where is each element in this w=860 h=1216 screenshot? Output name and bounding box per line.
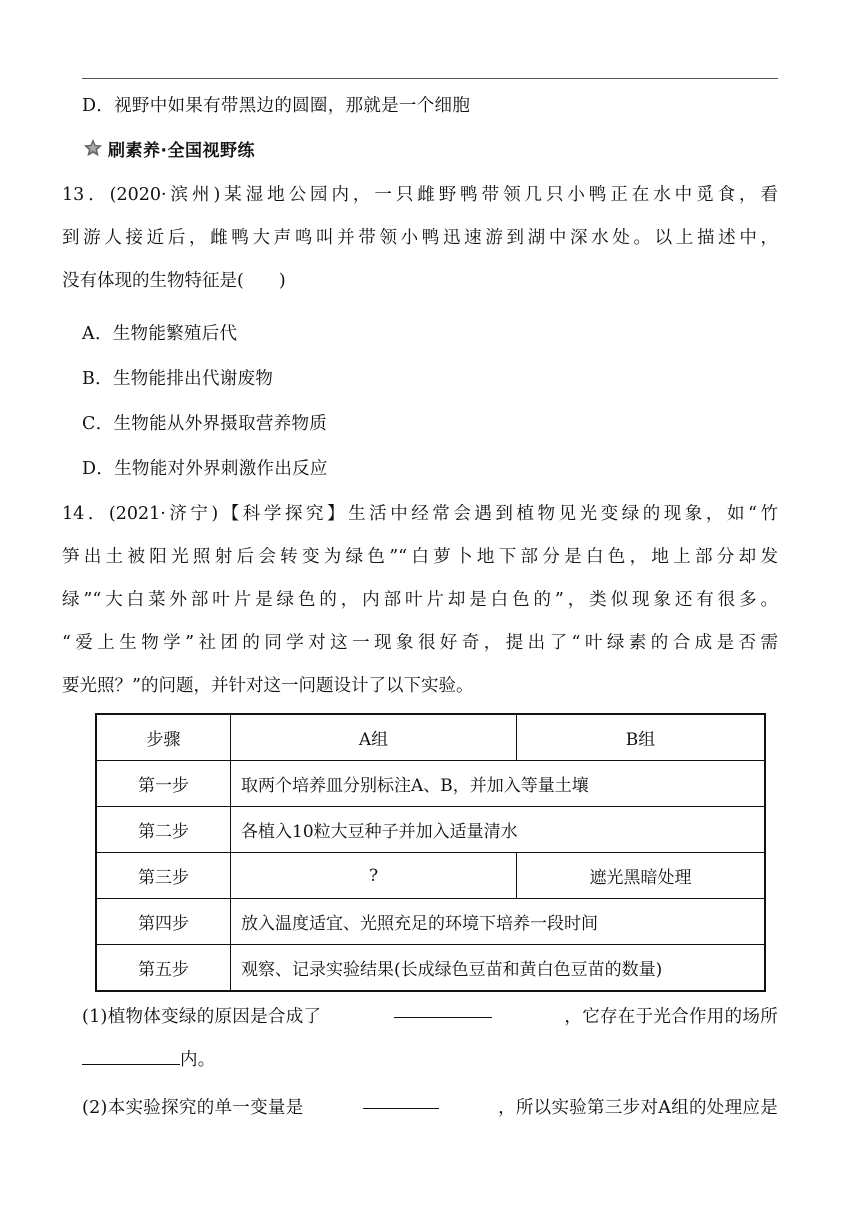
sub-question-1	[82, 1003, 778, 1028]
q14-line: 14．(2021·济宁)【科学探究】生活中经常会遇到植物见光变绿的现象，如“竹	[62, 504, 778, 524]
q13-line: 没有体现的生物特征是( )	[62, 271, 286, 291]
table-row	[96, 807, 765, 853]
step-cell: 第四步	[96, 899, 231, 945]
q13-line: 13．(2020·滨州)某湿地公园内，一只雌野鸭带领几只小鸭正在水中觅食，看	[62, 185, 778, 205]
table-row	[96, 945, 765, 992]
table-row	[96, 899, 765, 945]
answer-blank	[363, 1094, 439, 1109]
question-13	[62, 174, 778, 303]
q13-option-b: B．生物能排出代谢废物	[82, 369, 274, 389]
sub-question-2	[82, 1094, 778, 1119]
merged-cell: 放入温度适宜、光照充足的环境下培养一段时间	[231, 899, 766, 945]
prev-option-d: D．视野中如果有带黑边的圆圈，那就是一个细胞	[82, 96, 471, 116]
q14-line: 要光照？”的问题，并针对这一问题设计了以下实验。	[62, 676, 474, 696]
sub1-text: (1)植物体变绿的原因是合成了	[82, 1007, 322, 1027]
answer-blank	[82, 1050, 180, 1065]
group-b-cell: 遮光黑暗处理	[517, 853, 766, 899]
q14-line: 笋出土被阳光照射后会转变为绿色”“白萝卜地下部分是白色，地上部分却发	[62, 547, 778, 567]
sub-question-1-cont	[82, 1046, 216, 1071]
star-icon	[82, 137, 104, 159]
table-header-row	[96, 714, 765, 761]
sub1-text: 内。	[180, 1050, 216, 1070]
q14-line: 绿”“大白菜外部叶片是绿色的，内部叶片却是白色的”，类似现象还有很多。	[62, 590, 778, 610]
step-cell: 第二步	[96, 807, 231, 853]
merged-cell: 观察、记录实验结果(长成绿色豆苗和黄白色豆苗的数量)	[231, 945, 766, 992]
experiment-table	[95, 713, 766, 992]
step-cell: 第三步	[96, 853, 231, 899]
table-row	[96, 761, 765, 807]
header-group-b: B组	[517, 714, 766, 761]
q13-line: 到游人接近后，雌鸭大声鸣叫并带领小鸭迅速游到湖中深水处。以上描述中，	[62, 228, 778, 248]
q13-option-a: A．生物能繁殖后代	[82, 324, 238, 344]
answer-blank	[394, 1003, 492, 1018]
step-cell: 第一步	[96, 761, 231, 807]
header-rule	[82, 78, 778, 79]
merged-cell: 各植入10粒大豆种子并加入适量清水	[231, 807, 766, 853]
sub2-text: ，所以实验第三步对A组的处理应是	[498, 1098, 778, 1118]
question-14	[62, 493, 778, 708]
step-cell: 第五步	[96, 945, 231, 992]
group-a-cell: ?	[231, 853, 517, 899]
q14-line: “爱上生物学”社团的同学对这一现象很好奇，提出了“叶绿素的合成是否需	[62, 633, 778, 653]
header-group-a: A组	[231, 714, 517, 761]
sub2-text: (2)本实验探究的单一变量是	[82, 1098, 304, 1118]
sub1-text: ，它存在于光合作用的场所	[564, 1007, 778, 1027]
q13-option-c: C．生物能从外界摄取营养物质	[82, 414, 328, 434]
header-step: 步骤	[96, 714, 231, 761]
table-row	[96, 853, 765, 899]
section-header	[82, 134, 255, 162]
merged-cell: 取两个培养皿分别标注A、B，并加入等量土壤	[231, 761, 766, 807]
section-title: 刷素养·全国视野练	[108, 140, 255, 161]
q13-option-d: D．生物能对外界刺激作出反应	[82, 459, 328, 479]
